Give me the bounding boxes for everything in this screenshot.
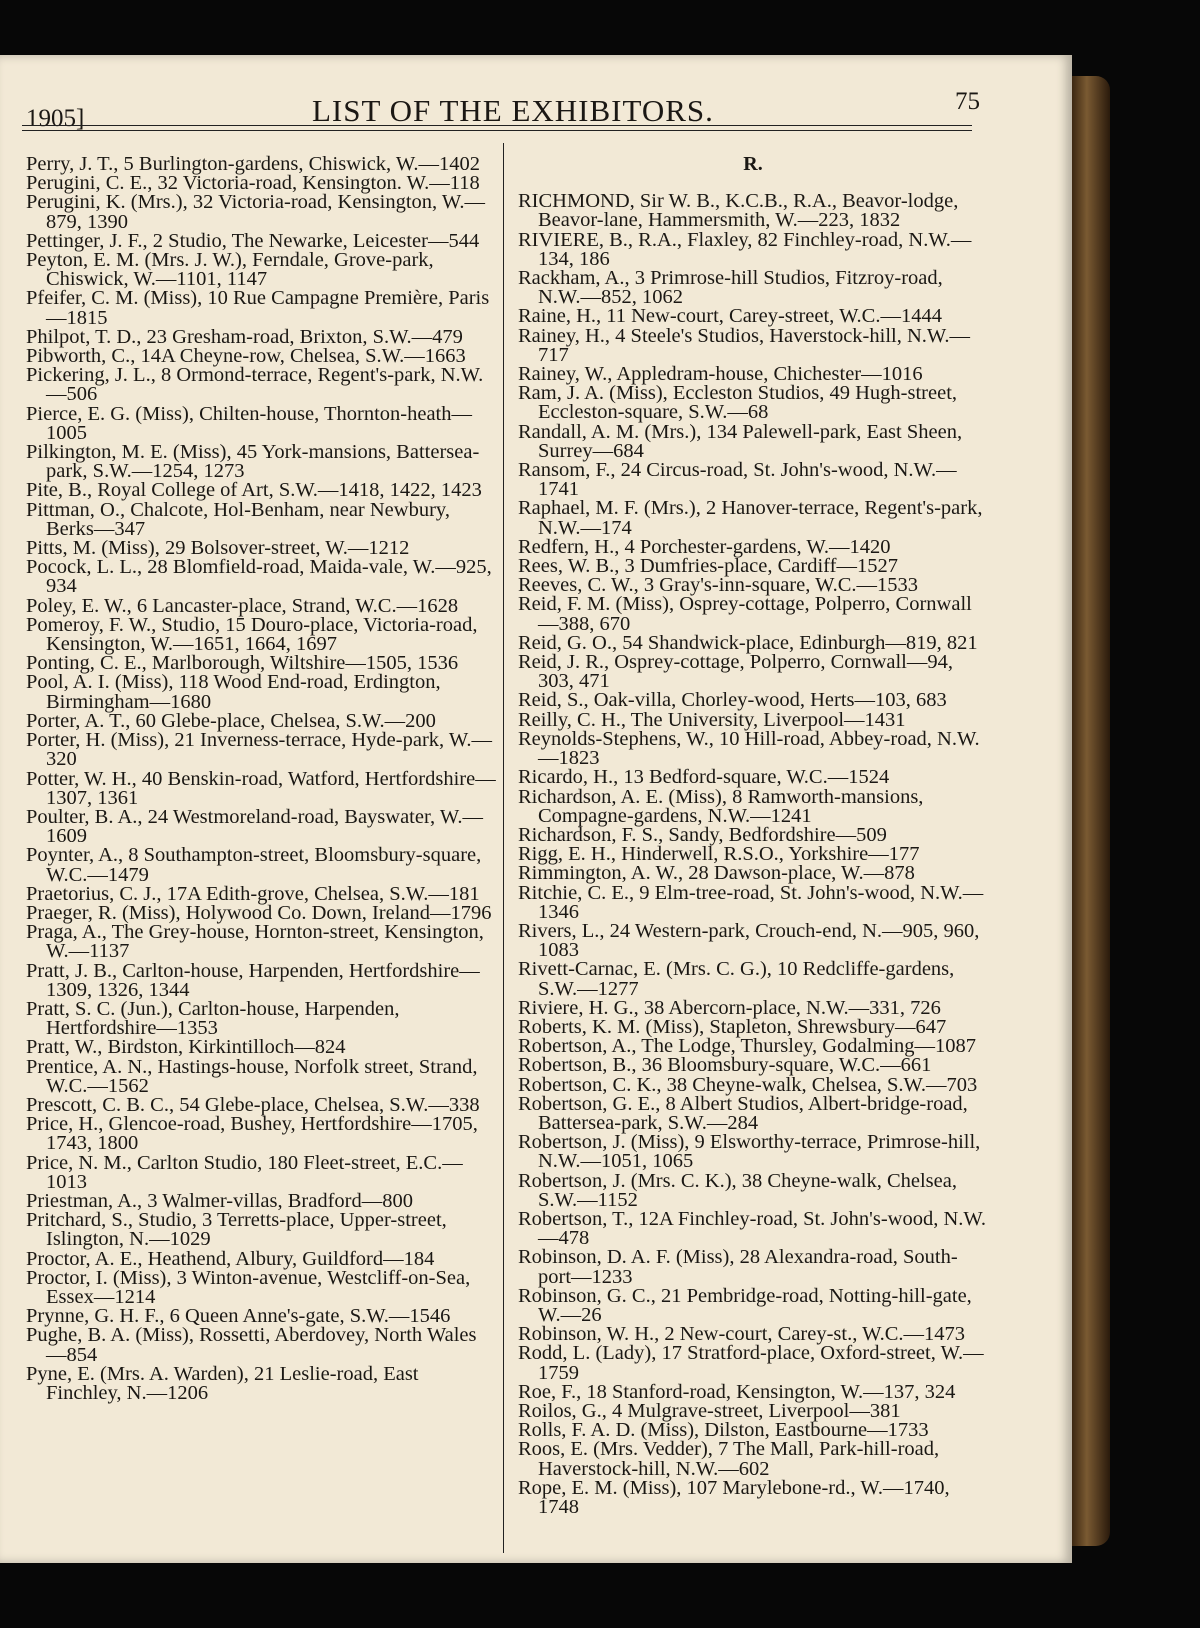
exhibitor-entry: Robinson, G. C., 21 Pembridge-road, Notting-hill-gate, W.—26 [518, 1284, 972, 1326]
exhibitor-entry: RICHMOND, Sir W. B., K.C.B., R.A., Beavor-lodge, Beavor-lane, Hammersmith, W.—223, 1832 [518, 190, 959, 232]
exhibitor-entry: Perry, J. T., 5 Burlington-gardens, Chiswick, W.—1402 [26, 153, 481, 175]
exhibitor-entry: Proctor, A. E., Heathend, Albury, Guildford—184 [26, 1247, 435, 1270]
exhibitor-entry: Robinson, D. A. F. (Miss), 28 Alexandra-road, South-port—1233 [518, 1246, 958, 1288]
exhibitor-entry: Prynne, G. H. F., 6 Queen Anne's-gate, S.W.—1546 [26, 1305, 451, 1328]
exhibitor-entry: Rivers, L., 24 Western-park, Crouch-end, N.—905, 960, 1083 [518, 919, 980, 962]
exhibitor-entry: Priestman, A., 3 Walmer-villas, Bradford—800 [26, 1189, 413, 1212]
exhibitor-entry: Richardson, F. S., Sandy, Bedfordshire—509 [518, 823, 887, 846]
exhibitor-entry: Pilkington, M. E. (Miss), 45 York-mansions, Battersea-park, S.W.—1254, 1273 [26, 441, 480, 483]
exhibitor-entry: Praga, A., The Grey-house, Hornton-street, Kensington, W.—1137 [26, 921, 484, 963]
exhibitor-entry: Reilly, C. H., The University, Liverpool—1431 [518, 708, 906, 731]
exhibitor-entry: Pratt, W., Birdston, Kirkintilloch—824 [26, 1036, 346, 1059]
exhibitor-entry: Rees, W. B., 3 Dumfries-place, Cardiff—1527 [518, 555, 898, 578]
exhibitor-entry: Ram, J. A. (Miss), Eccleston Studios, 49 Hugh-street, Eccleston-square, S.W.—68 [518, 382, 958, 424]
exhibitor-entry: Roe, F., 18 Stanford-road, Kensington, W.—137, 324 [518, 1380, 956, 1403]
exhibitor-entry: Price, N. M., Carlton Studio, 180 Fleet-street, E.C.—1013 [26, 1151, 463, 1193]
exhibitor-entry: Prentice, A. N., Hastings-house, Norfolk street, Strand, W.C.—1562 [26, 1055, 478, 1097]
exhibitor-entry: Redfern, H., 4 Porchester-gardens, W.—1420 [518, 535, 891, 558]
left-column [26, 155, 496, 1403]
exhibitor-entry: Rackham, A., 3 Primrose-hill Studios, Fitzroy-road, N.W.—852, 1062 [518, 267, 943, 309]
exhibitor-entry: Poynter, A., 8 Southampton-street, Bloomsbury-square, W.C.—1479 [26, 844, 482, 886]
exhibitor-entry: Rodd, L. (Lady), 17 Stratford-place, Oxford-street, W.—1759 [518, 1342, 984, 1384]
page-title: LIST OF THE EXHIBITORS. [312, 93, 714, 128]
exhibitor-entry: Reeves, C. W., 3 Gray's-inn-square, W.C.—1533 [518, 574, 918, 597]
exhibitor-entry: Reid, J. R., Osprey-cottage, Polperro, Cornwall—94, 303, 471 [518, 651, 953, 693]
exhibitor-entry: Ponting, C. E., Marlborough, Wiltshire—1505, 1536 [26, 652, 459, 675]
exhibitor-entry: Rimmington, A. W., 28 Dawson-place, W.—878 [518, 862, 915, 885]
right-entries [518, 192, 988, 1517]
exhibitor-entry: Reid, S., Oak-villa, Chorley-wood, Herts—103, 683 [518, 689, 947, 712]
exhibitor-entry: Raphael, M. F. (Mrs.), 2 Hanover-terrace, Regent's-park, N.W.—174 [518, 497, 983, 539]
exhibitor-entry: Reid, G. O., 54 Shandwick-place, Edinburgh—819, 821 [518, 631, 978, 654]
exhibitor-entry: Pite, B., Royal College of Art, S.W.—1418, 1422, 1423 [26, 479, 482, 502]
book-page [0, 55, 1072, 1563]
exhibitor-entry: Roberts, K. M. (Miss), Stapleton, Shrewsbury—647 [518, 1015, 947, 1038]
page-number: 75 [955, 88, 980, 115]
right-column [518, 155, 988, 1517]
exhibitor-entry: Praetorius, C. J., 17A Edith-grove, Chelsea, S.W.—181 [26, 882, 480, 905]
exhibitor-entry: Proctor, I. (Miss), 3 Winton-avenue, Westcliff-on-Sea, Essex—1214 [26, 1266, 471, 1308]
exhibitor-entry: Rainey, W., Appledram-house, Chichester—1016 [518, 363, 923, 386]
exhibitor-entry: Raine, H., 11 New-court, Carey-street, W.C.—1444 [518, 305, 942, 328]
exhibitor-entry: Robertson, J. (Mrs. C. K.), 38 Cheyne-walk, Chelsea, S.W.—1152 [518, 1169, 957, 1211]
exhibitor-entry: Reid, F. M. (Miss), Osprey-cottage, Polperro, Cornwall—388, 670 [518, 593, 972, 635]
exhibitor-entry: Pomeroy, F. W., Studio, 15 Douro-place, Victoria-road, Kensington, W.—1651, 1664, 1697 [26, 613, 478, 656]
exhibitor-entry: Pratt, J. B., Carlton-house, Harpenden, Hertfordshire—1309, 1326, 1344 [26, 959, 480, 1001]
exhibitor-entry: Reynolds-Stephens, W., 10 Hill-road, Abbey-road, N.W.—1823 [518, 727, 980, 770]
exhibitor-entry: Praeger, R. (Miss), Holywood Co. Down, Ireland—1796 [26, 901, 492, 924]
exhibitor-entry: Robinson, W. H., 2 New-court, Carey-st., W.C.—1473 [518, 1323, 965, 1346]
exhibitor-entry: Pocock, L. L., 28 Blomfield-road, Maida-vale, W.—925, 934 [26, 556, 492, 598]
section-heading: R. [743, 153, 763, 175]
exhibitor-entry: Peyton, E. M. (Mrs. J. W.), Ferndale, Grove-park, Chiswick, W.—1101, 1147 [26, 249, 434, 291]
exhibitor-entry: Price, H., Glencoe-road, Bushey, Hertfordshire—1705, 1743, 1800 [26, 1113, 478, 1155]
exhibitor-entry: Pickering, J. L., 8 Ormond-terrace, Regent's-park, N.W.—506 [26, 364, 484, 406]
exhibitor-entry: Ricardo, H., 13 Bedford-square, W.C.—1524 [518, 766, 890, 789]
exhibitor-entry: Randall, A. M. (Mrs.), 134 Palewell-park, East Sheen, Surrey—684 [518, 420, 963, 462]
exhibitor-entry: Porter, A. T., 60 Glebe-place, Chelsea, S.W.—200 [26, 709, 436, 732]
exhibitor-entry: RIVIERE, B., R.A., Flaxley, 82 Finchley-road, N.W.—134, 186 [518, 228, 972, 270]
exhibitor-entry: Rigg, E. H., Hinderwell, R.S.O., Yorkshire—177 [518, 843, 920, 866]
exhibitor-entry: Rivett-Carnac, E. (Mrs. C. G.), 10 Redcliffe-gardens, S.W.—1277 [518, 958, 955, 1000]
exhibitor-entry: Philpot, T. D., 23 Gresham-road, Brixton, S.W.—479 [26, 325, 463, 348]
exhibitor-entry: Pughe, B. A. (Miss), Rossetti, Aberdovey, North Wales—854 [26, 1324, 477, 1366]
exhibitor-entry: Pritchard, S., Studio, 3 Terretts-place, Upper-street, Islington, N.—1029 [26, 1209, 447, 1251]
exhibitor-entry: Pfeifer, C. M. (Miss), 10 Rue Campagne Première, Paris—1815 [26, 287, 490, 329]
column-divider [503, 143, 504, 1553]
exhibitor-entry: Prescott, C. B. C., 54 Glebe-place, Chelsea, S.W.—338 [26, 1093, 480, 1116]
exhibitor-entry: Perugini, K. (Mrs.), 32 Victoria-road, Kensington, W.—879, 1390 [26, 191, 486, 233]
exhibitor-entry: Robertson, T., 12A Finchley-road, St. John's-wood, N.W.—478 [518, 1207, 986, 1250]
exhibitor-entry: Perugini, C. E., 32 Victoria-road, Kensington. W.—118 [26, 172, 480, 195]
exhibitor-entry: Pool, A. I. (Miss), 118 Wood End-road, Erdington, Birmingham—1680 [26, 671, 441, 713]
exhibitor-entry: Robertson, C. K., 38 Cheyne-walk, Chelsea, S.W.—703 [518, 1073, 978, 1096]
exhibitor-entry: Porter, H. (Miss), 21 Inverness-terrace, Hyde-park, W.—320 [26, 729, 492, 771]
exhibitor-entry: Potter, W. H., 40 Benskin-road, Watford, Hertfordshire—1307, 1361 [26, 767, 496, 809]
exhibitor-entry: Pratt, S. C. (Jun.), Carlton-house, Harpenden, Hertfordshire—1353 [26, 997, 400, 1040]
exhibitor-entry: Pettinger, J. F., 2 Studio, The Newarke, Leicester—544 [26, 229, 480, 252]
exhibitor-entry: Poulter, B. A., 24 Westmoreland-road, Bayswater, W.—1609 [26, 805, 483, 848]
exhibitor-entry: Ritchie, C. E., 9 Elm-tree-road, St. John's-wood, N.W.—1346 [518, 881, 984, 923]
exhibitor-entry: Robertson, J. (Miss), 9 Elsworthy-terrace, Primrose-hill, N.W.—1051, 1065 [518, 1131, 981, 1173]
exhibitor-entry: Roilos, G., 4 Mulgrave-street, Liverpool—381 [518, 1400, 901, 1422]
exhibitor-entry: Poley, E. W., 6 Lancaster-place, Strand, W.C.—1628 [26, 594, 459, 617]
exhibitor-entry: Pittman, O., Chalcote, Hol-Benham, near Newbury, Berks—347 [26, 498, 450, 540]
exhibitor-entry: Riviere, H. G., 38 Abercorn-place, N.W.—331, 726 [518, 996, 941, 1019]
exhibitor-entry: Pitts, M. (Miss), 29 Bolsover-street, W.—1212 [26, 537, 410, 560]
exhibitor-entry: Ransom, F., 24 Circus-road, St. John's-wood, N.W.—1741 [518, 459, 957, 501]
exhibitor-entry: Pibworth, C., 14A Cheyne-row, Chelsea, S.W.—1663 [26, 345, 466, 368]
header-year: 1905] [26, 105, 85, 132]
exhibitor-entry: Roos, E. (Mrs. Vedder), 7 The Mall, Park-hill-road, Haverstock-hill, N.W.—602 [518, 1438, 940, 1480]
exhibitor-entry: Robertson, B., 36 Bloomsbury-square, W.C.—661 [518, 1054, 932, 1077]
header-rule [22, 125, 972, 126]
exhibitor-entry: Rolls, F. A. D. (Miss), Dilston, Eastbourne—1733 [518, 1419, 929, 1442]
exhibitor-entry: Richardson, A. E. (Miss), 8 Ramworth-mansions, Compagne-gardens, N.W.—1241 [518, 785, 924, 827]
exhibitor-entry: Pierce, E. G. (Miss), Chilten-house, Thornton-heath—1005 [26, 402, 472, 444]
exhibitor-entry: Pyne, E. (Mrs. A. Warden), 21 Leslie-road, East Finchley, N.—1206 [26, 1362, 419, 1404]
exhibitor-entry: Robertson, G. E., 8 Albert Studios, Albert-bridge-road, Battersea-park, S.W.—284 [518, 1092, 968, 1134]
exhibitor-entry: Robertson, A., The Lodge, Thursley, Godalming—1087 [518, 1035, 976, 1058]
exhibitor-entry: Rainey, H., 4 Steele's Studios, Haverstock-hill, N.W.—717 [518, 324, 970, 366]
header-rule-secondary [22, 130, 972, 131]
exhibitor-entry: Rope, E. M. (Miss), 107 Marylebone-rd., W.—1740, 1748 [518, 1476, 950, 1519]
